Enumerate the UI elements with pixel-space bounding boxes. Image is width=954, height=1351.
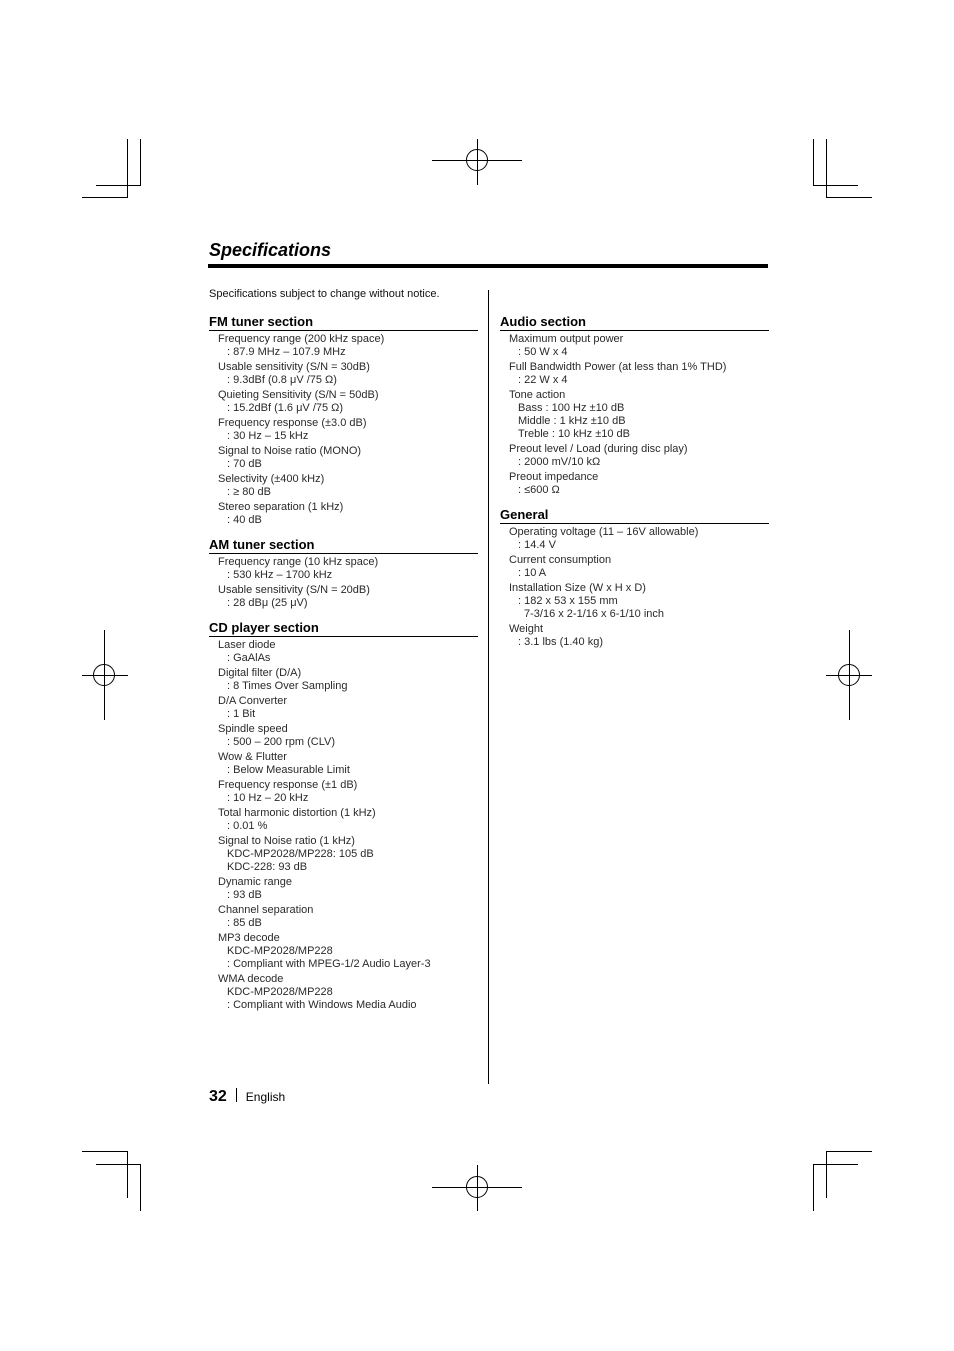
section-heading-am-tuner-section: AM tuner section (209, 537, 478, 554)
spec-item (218, 556, 478, 582)
spec-value: Bass : 100 Hz ±10 dB (518, 402, 625, 414)
notice-text: Specifications subject to change without notice. (209, 288, 440, 300)
spec-label: Dynamic range (218, 876, 292, 888)
spec-label: Full Bandwidth Power (at less than 1% THD) (509, 361, 727, 373)
spec-value: : 15.2dBf (1.6 μV /75 Ω) (227, 402, 344, 414)
section-heading-fm-tuner-section: FM tuner section (209, 314, 478, 331)
spec-label: Usable sensitivity (S/N = 20dB) (218, 584, 370, 596)
spec-label: Tone action (509, 389, 566, 401)
spec-item (218, 835, 478, 874)
spec-value: KDC-MP2028/MP228: 105 dB (227, 848, 374, 860)
spec-list (218, 556, 478, 610)
spec-value: : 9.3dBf (0.8 μV /75 Ω) (227, 374, 337, 386)
spec-value: : 2000 mV/10 kΩ (518, 456, 601, 468)
spec-value: : 500 – 200 rpm (CLV) (227, 736, 336, 748)
spec-value: : ≤600 Ω (518, 484, 560, 496)
spec-list (509, 333, 769, 497)
spec-value: KDC-228: 93 dB (227, 861, 308, 873)
spec-item (218, 389, 478, 415)
spec-value: Treble : 10 kHz ±10 dB (518, 428, 631, 440)
spec-value: : ≥ 80 dB (227, 486, 271, 498)
spec-value: : 530 kHz – 1700 kHz (227, 569, 333, 581)
spec-label: Maximum output power (509, 333, 624, 345)
title-rule (208, 264, 768, 268)
spec-item (218, 417, 478, 443)
language-label: English (245, 1090, 286, 1104)
spec-item (218, 639, 478, 665)
section-heading-cd-player-section: CD player section (209, 620, 478, 637)
spec-item (509, 389, 769, 441)
spec-item (218, 333, 478, 359)
column-divider (488, 290, 489, 1084)
spec-label: Current consumption (509, 554, 612, 566)
spec-label: Total harmonic distortion (1 kHz) (218, 807, 376, 819)
spec-item (218, 973, 478, 1012)
spec-value: KDC-MP2028/MP228 (227, 945, 333, 957)
spec-label: Wow & Flutter (218, 751, 287, 763)
spec-item (509, 443, 769, 469)
spec-value: : 28 dBμ (25 μV) (227, 597, 308, 609)
spec-label: Selectivity (±400 kHz) (218, 473, 325, 485)
spec-label: Signal to Noise ratio (MONO) (218, 445, 362, 457)
spec-label: Preout level / Load (during disc play) (509, 443, 688, 455)
spec-value: : 85 dB (227, 917, 262, 929)
spec-item (509, 526, 769, 552)
spec-value: : 50 W x 4 (518, 346, 568, 358)
spec-label: Installation Size (W x H x D) (509, 582, 646, 594)
section-heading-general: General (500, 507, 769, 524)
spec-item (509, 333, 769, 359)
spec-value: Middle : 1 kHz ±10 dB (518, 415, 626, 427)
page-title: Specifications (209, 240, 332, 260)
spec-value: 7-3/16 x 2-1/16 x 6-1/10 inch (524, 608, 665, 620)
spec-label: Frequency range (200 kHz space) (218, 333, 385, 345)
spec-item (509, 554, 769, 580)
spec-value: : 14.4 V (518, 539, 556, 551)
spec-item (218, 779, 478, 805)
spec-label: D/A Converter (218, 695, 288, 707)
spec-value: : 87.9 MHz – 107.9 MHz (227, 346, 346, 358)
spec-item (218, 876, 478, 902)
spec-value: : 10 Hz – 20 kHz (227, 792, 309, 804)
spec-value: : 3.1 lbs (1.40 kg) (518, 636, 603, 648)
spec-item (509, 471, 769, 497)
spec-item (218, 932, 478, 971)
spec-label: Usable sensitivity (S/N = 30dB) (218, 361, 370, 373)
right-column (500, 314, 769, 659)
spec-value: : GaAlAs (227, 652, 271, 664)
spec-label: Quieting Sensitivity (S/N = 50dB) (218, 389, 379, 401)
spec-label: Preout impedance (509, 471, 599, 483)
page-footer (209, 1088, 285, 1106)
spec-list (218, 333, 478, 527)
spec-item (218, 361, 478, 387)
spec-value: : 10 A (518, 567, 547, 579)
page-number: 32 (209, 1088, 227, 1105)
spec-value: : 0.01 % (227, 820, 268, 832)
spec-value: KDC-MP2028/MP228 (227, 986, 333, 998)
spec-item (218, 695, 478, 721)
spec-value: : 40 dB (227, 514, 262, 526)
spec-item (509, 361, 769, 387)
spec-item (509, 623, 769, 649)
spec-item (218, 501, 478, 527)
spec-list (509, 526, 769, 649)
spec-value: : Compliant with MPEG-1/2 Audio Layer-3 (227, 958, 431, 970)
spec-item (218, 584, 478, 610)
spec-list (218, 639, 478, 1012)
spec-label: Frequency response (±1 dB) (218, 779, 358, 791)
spec-label: Channel separation (218, 904, 314, 916)
spec-label: Stereo separation (1 kHz) (218, 501, 344, 513)
spec-item (218, 445, 478, 471)
spec-label: Operating voltage (11 – 16V allowable) (509, 526, 699, 538)
spec-label: Weight (509, 623, 544, 635)
spec-value: : 30 Hz – 15 kHz (227, 430, 309, 442)
spec-value: : 93 dB (227, 889, 262, 901)
spec-item (218, 473, 478, 499)
spec-label: Frequency response (±3.0 dB) (218, 417, 367, 429)
spec-item (218, 751, 478, 777)
spec-value: : Compliant with Windows Media Audio (227, 999, 417, 1011)
spec-item (509, 582, 769, 621)
spec-label: Signal to Noise ratio (1 kHz) (218, 835, 355, 847)
spec-value: : 8 Times Over Sampling (227, 680, 348, 692)
footer-separator (236, 1088, 237, 1102)
spec-item (218, 723, 478, 749)
spec-item (218, 667, 478, 693)
spec-label: Laser diode (218, 639, 276, 651)
left-column (209, 314, 478, 1022)
spec-value: : 22 W x 4 (518, 374, 568, 386)
spec-item (218, 807, 478, 833)
spec-value: : Below Measurable Limit (227, 764, 350, 776)
spec-value: : 1 Bit (227, 708, 256, 720)
spec-value: : 70 dB (227, 458, 262, 470)
spec-value: : 182 x 53 x 155 mm (518, 595, 618, 607)
spec-label: MP3 decode (218, 932, 280, 944)
spec-item (218, 904, 478, 930)
spec-label: Spindle speed (218, 723, 288, 735)
section-heading-audio-section: Audio section (500, 314, 769, 331)
spec-label: WMA decode (218, 973, 284, 985)
spec-label: Frequency range (10 kHz space) (218, 556, 379, 568)
spec-label: Digital filter (D/A) (218, 667, 302, 679)
